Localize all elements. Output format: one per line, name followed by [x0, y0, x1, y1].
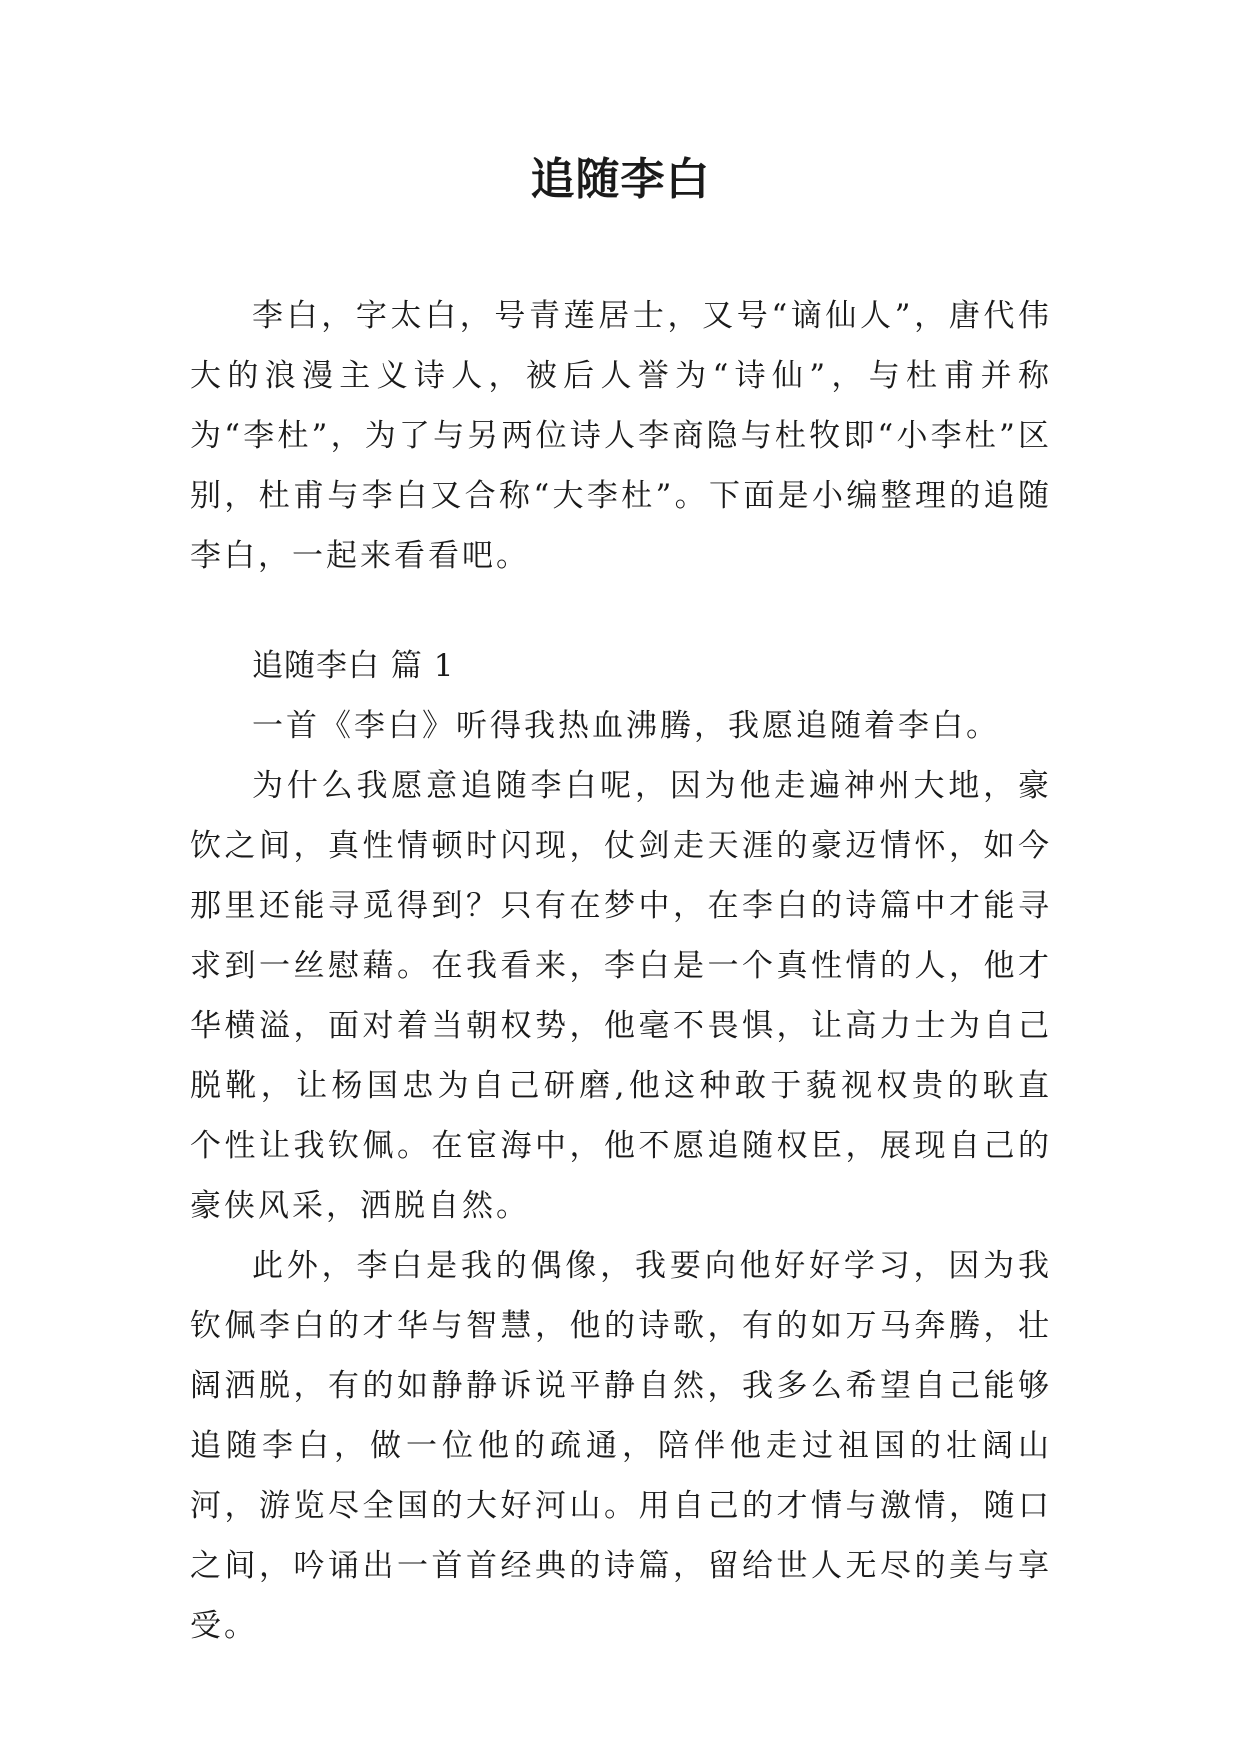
paragraph-1: 一首《李白》听得我热血沸腾，我愿追随着李白。	[252, 708, 1000, 744]
intro-block	[190, 286, 1052, 586]
paragraph-2: 为什么我愿意追随李白呢，因为他走遍神州大地，豪饮之间，真性情顿时闪现，仗剑走天涯的豪迈情怀，如今那里还能寻觅得到？只有在梦中，在李白的诗篇中才能寻求到一丝慰藉。在我看来，李白是一个真性情的人，他才华横溢，面对着当朝权势，他毫不畏惧，让高力士为自己脱靴，让杨国忠为自己研磨,他这种敢于藐视权贵的耿直个性让我钦佩。在宦海中，他不愿追随权臣，展现自己的豪侠风采，洒脱自然。	[190, 768, 1052, 1224]
document-title: 追随李白	[530, 154, 711, 205]
article-body	[190, 636, 1052, 1656]
intro-paragraph: 李白，字太白，号青莲居士，又号“谪仙人”，唐代伟大的浪漫主义诗人，被后人誉为“诗仙”，与杜甫并称为“李杜”，为了与另两位诗人李商隐与杜牧即“小李杜”区别，杜甫与李白又合称“大李杜”。下面是小编整理的追随李白，一起来看看吧。	[190, 298, 1052, 574]
section-heading: 追随李白 篇 1	[252, 648, 455, 684]
paragraph-3: 此外，李白是我的偶像，我要向他好好学习，因为我钦佩李白的才华与智慧，他的诗歌，有的如万马奔腾，壮阔洒脱，有的如静静诉说平静自然，我多么希望自己能够追随李白，做一位他的疏通，陪伴他走过祖国的壮阔山河，游览尽全国的大好河山。用自己的才情与激情，随口之间，吟诵出一首首经典的诗篇，留给世人无尽的美与享受。	[190, 1248, 1052, 1644]
